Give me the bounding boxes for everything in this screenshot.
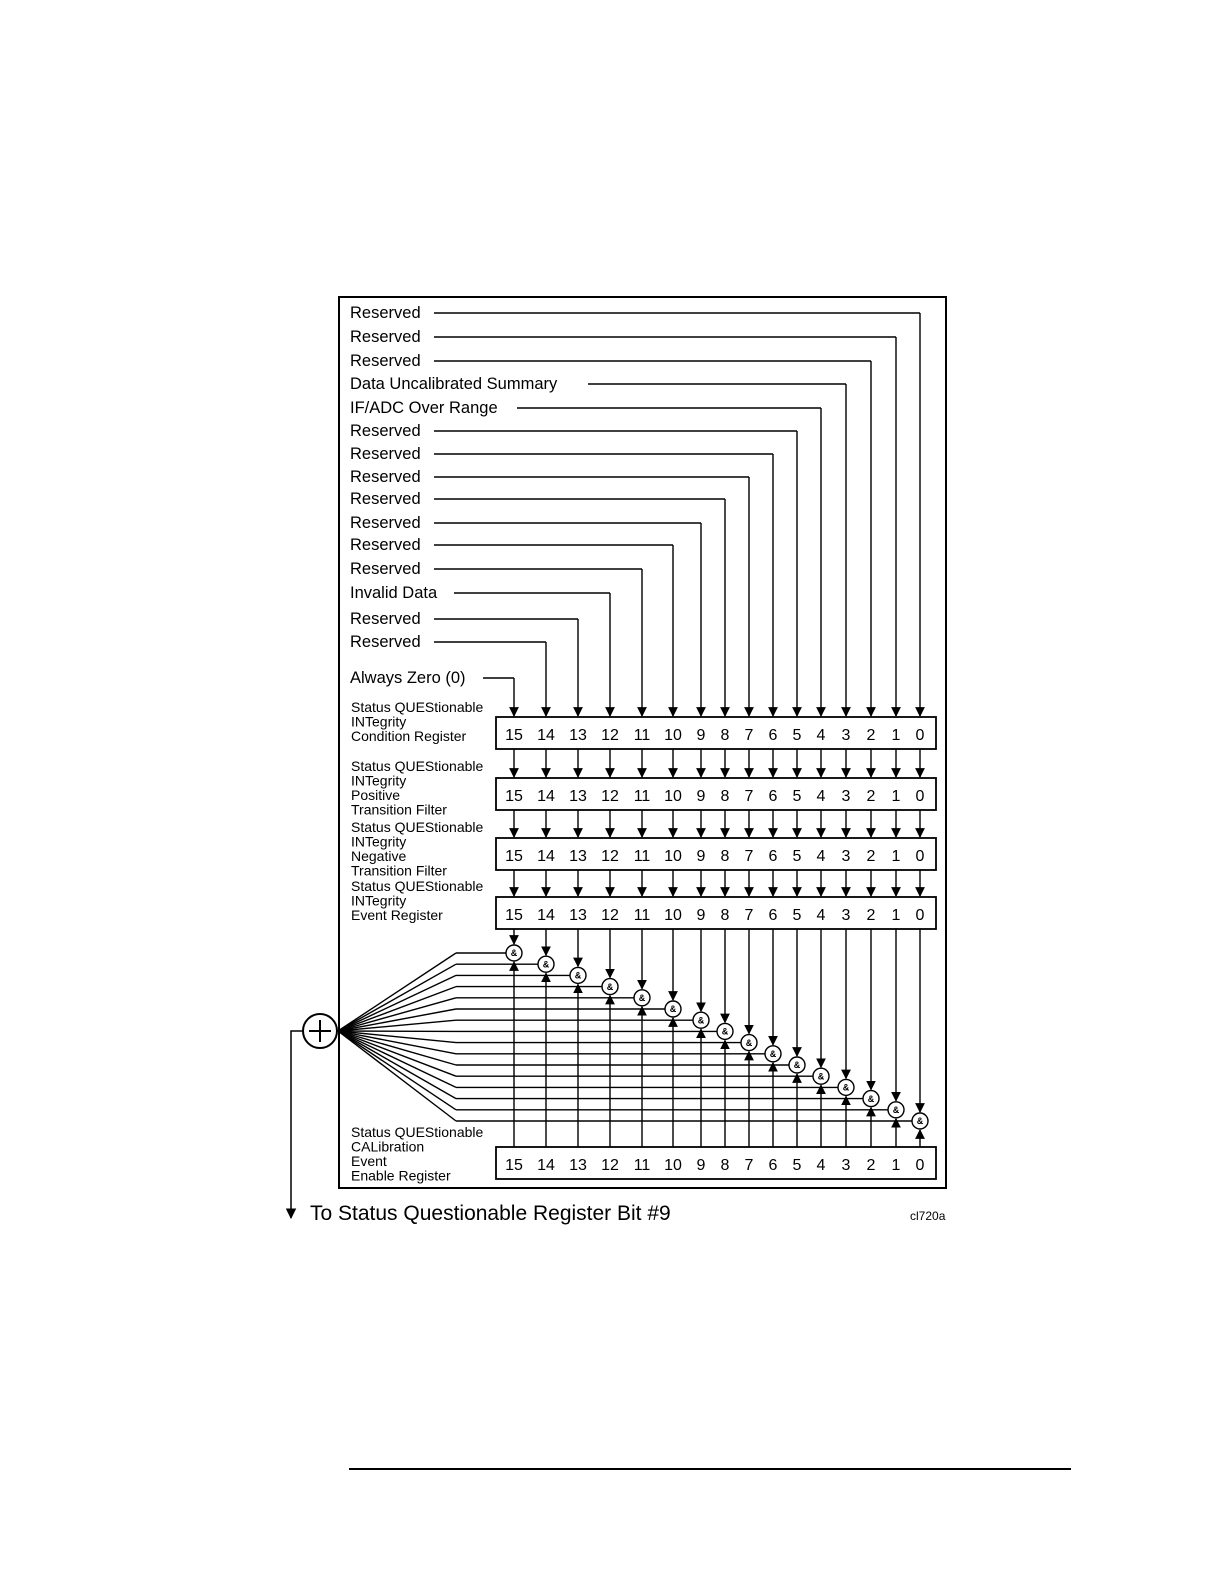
input-label: Reserved — [350, 560, 421, 578]
input-label: Reserved — [350, 514, 421, 532]
bit-number: 1 — [891, 1157, 901, 1174]
bit-number: 2 — [866, 1157, 876, 1174]
bit-number: 1 — [891, 727, 901, 744]
and-gates — [506, 945, 928, 1129]
bit-number: 2 — [866, 848, 876, 865]
output-label: To Status Questionable Register Bit #9 — [310, 1202, 671, 1225]
bit-number: 7 — [744, 788, 754, 805]
bit-number: 8 — [720, 907, 730, 924]
register-label: Negative — [351, 848, 407, 864]
bit-number: 10 — [664, 727, 682, 744]
register-label: Transition Filter — [351, 862, 447, 879]
bit-number: 13 — [569, 1157, 587, 1174]
input-label: Invalid Data — [350, 584, 438, 602]
register-label: Event — [351, 1153, 387, 1169]
and-symbol: & — [817, 1071, 825, 1082]
input-label: IF/ADC Over Range — [350, 399, 498, 417]
register-label: Status QUEStionable — [351, 758, 484, 774]
bit-number: 9 — [696, 727, 706, 744]
register-label: Status QUEStionable — [351, 1124, 484, 1140]
and-symbol: & — [606, 981, 614, 992]
bit-number: 12 — [601, 788, 619, 805]
register-label: Positive — [351, 787, 401, 803]
bit-number: 8 — [720, 788, 730, 805]
bit-number: 15 — [505, 848, 523, 865]
bit-number: 4 — [816, 848, 826, 865]
input-label: Reserved — [350, 610, 421, 628]
register-label: Status QUEStionable — [351, 699, 484, 715]
register-label: Enable Register — [351, 1167, 451, 1184]
bit-number: 1 — [891, 788, 901, 805]
bit-number: 15 — [505, 907, 523, 924]
bit-number: 12 — [601, 907, 619, 924]
register-label: INTegrity — [351, 833, 407, 850]
register-label: Event Register — [351, 907, 443, 923]
bit-number: 11 — [633, 848, 651, 865]
bit-number: 12 — [601, 727, 619, 744]
input-label: Reserved — [350, 468, 421, 486]
bit-number: 4 — [816, 788, 826, 805]
register-label: Transition Filter — [351, 801, 447, 818]
register-label: Condition Register — [351, 728, 467, 744]
bit-number: 7 — [744, 907, 754, 924]
bit-number: 6 — [768, 848, 778, 865]
input-label: Data Uncalibrated Summary — [350, 375, 558, 393]
bit-number: 2 — [866, 727, 876, 744]
figure-id: cl720a — [910, 1209, 946, 1223]
and-symbol: & — [697, 1015, 705, 1026]
bit-number: 12 — [601, 848, 619, 865]
and-fan-line — [338, 987, 456, 1031]
bit-number: 9 — [696, 788, 706, 805]
bit-number: 13 — [569, 848, 587, 865]
and-fan-line — [338, 964, 456, 1031]
bit-number: 6 — [768, 907, 778, 924]
register-label: Status QUEStionable — [351, 819, 484, 835]
bit-number: 5 — [792, 727, 802, 744]
and-symbol: & — [745, 1037, 753, 1048]
bit-number: 7 — [744, 727, 754, 744]
bit-number: 8 — [720, 727, 730, 744]
and-symbol: & — [542, 959, 550, 970]
bit-number: 14 — [537, 727, 555, 744]
bit-number: 5 — [792, 1157, 802, 1174]
bit-number: 2 — [866, 907, 876, 924]
bit-number: 14 — [537, 907, 555, 924]
input-label: Reserved — [350, 328, 421, 346]
bit-number: 3 — [841, 727, 851, 744]
bit-number: 3 — [841, 907, 851, 924]
output-line — [291, 1031, 303, 1218]
bit-number: 1 — [891, 848, 901, 865]
bit-number: 0 — [915, 1157, 925, 1174]
bit-number: 0 — [915, 727, 925, 744]
register-label: INTegrity — [351, 772, 407, 789]
bit-number: 1 — [891, 907, 901, 924]
bit-number: 2 — [866, 788, 876, 805]
bit-number: 4 — [816, 907, 826, 924]
and-symbol: & — [669, 1004, 677, 1015]
bit-number: 13 — [569, 788, 587, 805]
bit-number: 12 — [601, 1157, 619, 1174]
bit-number: 0 — [915, 848, 925, 865]
bit-number: 7 — [744, 1157, 754, 1174]
and-symbol: & — [510, 948, 518, 959]
bit-number: 15 — [505, 1157, 523, 1174]
bit-number: 11 — [633, 727, 651, 744]
bit-number: 5 — [792, 848, 802, 865]
bit-number: 14 — [537, 788, 555, 805]
bit-number: 6 — [768, 788, 778, 805]
and-symbol: & — [916, 1116, 924, 1127]
register-label: INTegrity — [351, 892, 407, 909]
input-label: Always Zero (0) — [350, 669, 466, 687]
bit-number: 4 — [816, 727, 826, 744]
bit-number: 3 — [841, 1157, 851, 1174]
bit-number: 15 — [505, 788, 523, 805]
bit-number: 13 — [569, 907, 587, 924]
and-symbol: & — [842, 1082, 850, 1093]
input-label: Reserved — [350, 352, 421, 370]
and-symbol: & — [793, 1060, 801, 1071]
and-symbol: & — [638, 993, 646, 1003]
and-symbol: & — [769, 1049, 777, 1059]
input-label: Reserved — [350, 445, 421, 463]
register-label: Status QUEStionable — [351, 878, 484, 894]
bit-number: 6 — [768, 1157, 778, 1174]
bit-number: 11 — [633, 907, 651, 924]
bit-number: 4 — [816, 1157, 826, 1174]
bit-number: 9 — [696, 1157, 706, 1174]
and-symbol: & — [574, 970, 582, 981]
and-fan-line — [338, 1031, 456, 1076]
bit-number: 7 — [744, 848, 754, 865]
and-symbol: & — [721, 1026, 729, 1037]
and-symbol: & — [892, 1105, 900, 1115]
bit-number: 8 — [720, 848, 730, 865]
and-fan-line — [338, 1031, 456, 1121]
bit-number: 8 — [720, 1157, 730, 1174]
bit-number: 10 — [664, 848, 682, 865]
register-label: CALibration — [351, 1138, 425, 1155]
bit-number: 10 — [664, 1157, 682, 1174]
and-symbol: & — [867, 1093, 875, 1104]
register-label: INTegrity — [351, 713, 407, 730]
input-label: Reserved — [350, 536, 421, 554]
bit-number: 9 — [696, 848, 706, 865]
bit-number: 6 — [768, 727, 778, 744]
bit-number: 0 — [915, 788, 925, 805]
input-label: Reserved — [350, 422, 421, 440]
bit-number: 11 — [633, 788, 651, 805]
bit-number: 14 — [537, 1157, 555, 1174]
bit-number: 3 — [841, 848, 851, 865]
input-label: Reserved — [350, 490, 421, 508]
input-label: Reserved — [350, 304, 421, 322]
bit-number: 14 — [537, 848, 555, 865]
bit-number: 0 — [915, 907, 925, 924]
bit-number: 13 — [569, 727, 587, 744]
bit-number: 5 — [792, 907, 802, 924]
bit-number: 10 — [664, 907, 682, 924]
bit-number: 5 — [792, 788, 802, 805]
bit-number: 9 — [696, 907, 706, 924]
register-labels — [351, 699, 484, 1184]
bit-number: 3 — [841, 788, 851, 805]
bit-number: 10 — [664, 788, 682, 805]
bit-number: 15 — [505, 727, 523, 744]
input-label: Reserved — [350, 633, 421, 651]
bit-number: 11 — [633, 1157, 651, 1174]
